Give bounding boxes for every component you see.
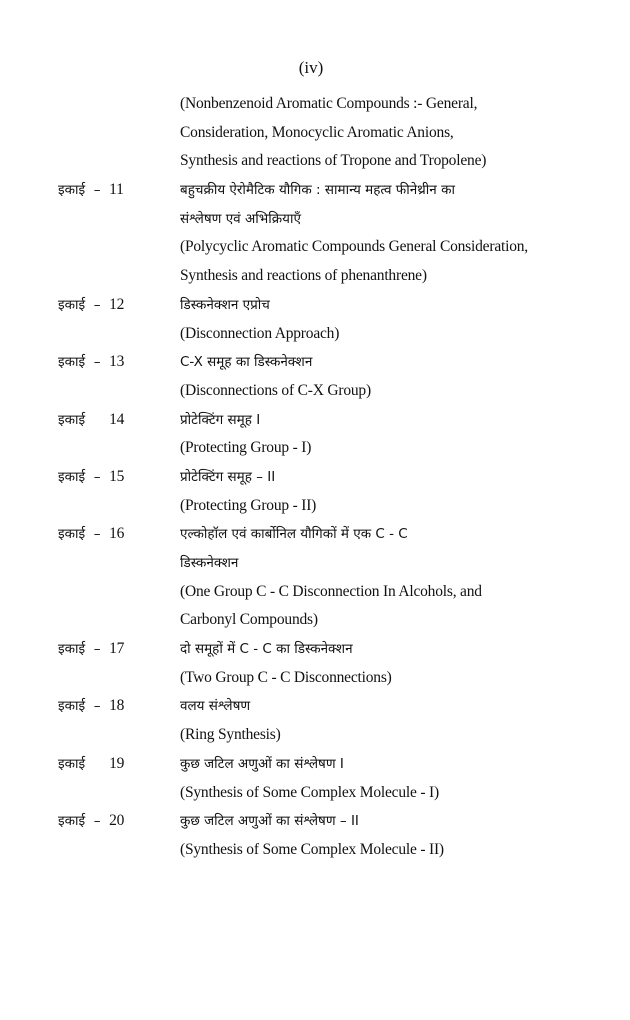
unit-dash: – xyxy=(93,354,101,371)
unit-label xyxy=(58,635,131,664)
unit-number: 11 xyxy=(109,181,124,199)
english-title-text: (Disconnections of C-X Group) xyxy=(180,381,371,399)
english-title-text: (Ring Synthesis) xyxy=(180,726,281,744)
unit-label xyxy=(58,406,131,435)
page-number: (iv) xyxy=(298,58,324,77)
unit-dash: – xyxy=(93,813,101,830)
unit-number: 17 xyxy=(109,640,125,658)
unit-heading-line xyxy=(0,463,630,492)
unit-heading-line xyxy=(0,635,630,664)
text-line xyxy=(0,578,630,607)
hindi-title-text: डिस्कनेक्शन एप्रोच xyxy=(180,296,270,313)
text-line xyxy=(0,377,630,406)
unit-number: 15 xyxy=(109,467,125,485)
syllabus-unit-list xyxy=(0,90,630,865)
unit-heading-line xyxy=(0,406,630,435)
unit-label xyxy=(58,750,131,779)
unit-number: 20 xyxy=(109,812,125,830)
unit-word: इकाई xyxy=(58,813,86,830)
unit-dash: – xyxy=(93,641,101,658)
unit-heading-line xyxy=(0,807,630,836)
unit-label xyxy=(58,463,131,492)
text-line xyxy=(0,147,630,176)
unit-label xyxy=(58,520,131,549)
hindi-title-text: बहुचक्रीय ऐरोमैटिक यौगिक : सामान्य महत्व फीनेथ्रीन का xyxy=(180,182,455,199)
unit-word: इकाई xyxy=(58,354,86,371)
unit-label xyxy=(58,176,131,205)
text-line xyxy=(0,233,630,262)
english-title-text: (Protecting Group - II) xyxy=(180,496,317,514)
text-line xyxy=(0,90,630,119)
unit-dash: – xyxy=(93,468,101,485)
unit-dash: – xyxy=(93,698,101,715)
text-line xyxy=(0,434,630,463)
english-title-text: (Polycyclic Aromatic Compounds General Consideration, xyxy=(180,238,528,256)
text-line xyxy=(0,549,630,578)
hindi-title-text: प्रोटेक्टिंग समूह – II xyxy=(180,468,276,485)
text-line xyxy=(0,836,630,865)
text-line xyxy=(0,492,630,521)
english-title-text: (One Group C - C Disconnection In Alcohols, and xyxy=(180,582,482,600)
text-line xyxy=(0,205,630,234)
unit-heading-line xyxy=(0,692,630,721)
unit-heading-line xyxy=(0,750,630,779)
text-line xyxy=(0,721,630,750)
hindi-title-text: कुछ जटिल अणुओं का संश्लेषण – II xyxy=(180,813,359,830)
text-line xyxy=(0,119,630,148)
unit-number: 13 xyxy=(109,353,125,371)
hindi-title-text: प्रोटेक्टिंग समूह I xyxy=(180,411,261,428)
english-title-text: Carbonyl Compounds) xyxy=(180,611,318,629)
unit-word: इकाई xyxy=(58,411,86,428)
unit-number: 12 xyxy=(109,295,125,313)
english-title-text: (Synthesis of Some Complex Molecule - I) xyxy=(180,783,439,801)
hindi-title-text: दो समूहों में C - C का डिस्कनेक्शन xyxy=(180,641,353,658)
hindi-title-text: कुछ जटिल अणुओं का संश्लेषण I xyxy=(180,755,344,772)
english-title-text: (Two Group C - C Disconnections) xyxy=(180,668,392,686)
unit-label xyxy=(58,807,131,836)
hindi-title-text: एल्कोहॉल एवं कार्बोनिल यौगिकों में एक C - C xyxy=(180,526,408,543)
unit-number: 19 xyxy=(109,754,125,772)
english-title-text: Synthesis and reactions of phenanthrene) xyxy=(180,267,427,285)
hindi-title-text: डिस्कनेक्शन xyxy=(180,555,239,571)
text-line xyxy=(0,320,630,349)
unit-number: 16 xyxy=(109,525,125,543)
hindi-title-text: वलय संश्लेषण xyxy=(180,698,251,715)
unit-number: 14 xyxy=(109,410,125,428)
hindi-title-text: संश्लेषण एवं अभिक्रियाएँ xyxy=(180,210,301,227)
english-title-text: (Nonbenzenoid Aromatic Compounds :- General, xyxy=(180,95,478,112)
text-line xyxy=(0,664,630,693)
unit-word: इकाई xyxy=(58,296,86,313)
english-title-text: (Disconnection Approach) xyxy=(180,324,340,342)
english-title-text: (Protecting Group - I) xyxy=(180,439,312,457)
unit-dash: – xyxy=(93,182,101,199)
text-line xyxy=(0,606,630,635)
unit-dash: – xyxy=(93,526,101,543)
unit-word: इकाई xyxy=(58,755,86,772)
unit-heading-line xyxy=(0,176,630,205)
unit-heading-line xyxy=(0,520,630,549)
text-line xyxy=(0,262,630,291)
unit-word: इकाई xyxy=(58,468,86,485)
unit-word: इकाई xyxy=(58,526,86,543)
text-line xyxy=(0,779,630,808)
unit-word: इकाई xyxy=(58,641,86,658)
unit-number: 18 xyxy=(109,697,125,715)
unit-heading-line xyxy=(0,291,630,320)
unit-label xyxy=(58,291,131,320)
unit-dash: – xyxy=(93,296,101,313)
unit-word: इकाई xyxy=(58,182,86,199)
english-title-text: (Synthesis of Some Complex Molecule - II) xyxy=(180,840,444,858)
unit-label xyxy=(58,348,131,377)
hindi-title-text: C-X समूह का डिस्कनेक्शन xyxy=(180,354,313,371)
english-title-text: Synthesis and reactions of Tropone and Tropolene) xyxy=(180,152,487,170)
unit-heading-line xyxy=(0,348,630,377)
english-title-text: Consideration, Monocyclic Aromatic Anions, xyxy=(180,123,454,141)
unit-label xyxy=(58,692,131,721)
unit-word: इकाई xyxy=(58,698,86,715)
